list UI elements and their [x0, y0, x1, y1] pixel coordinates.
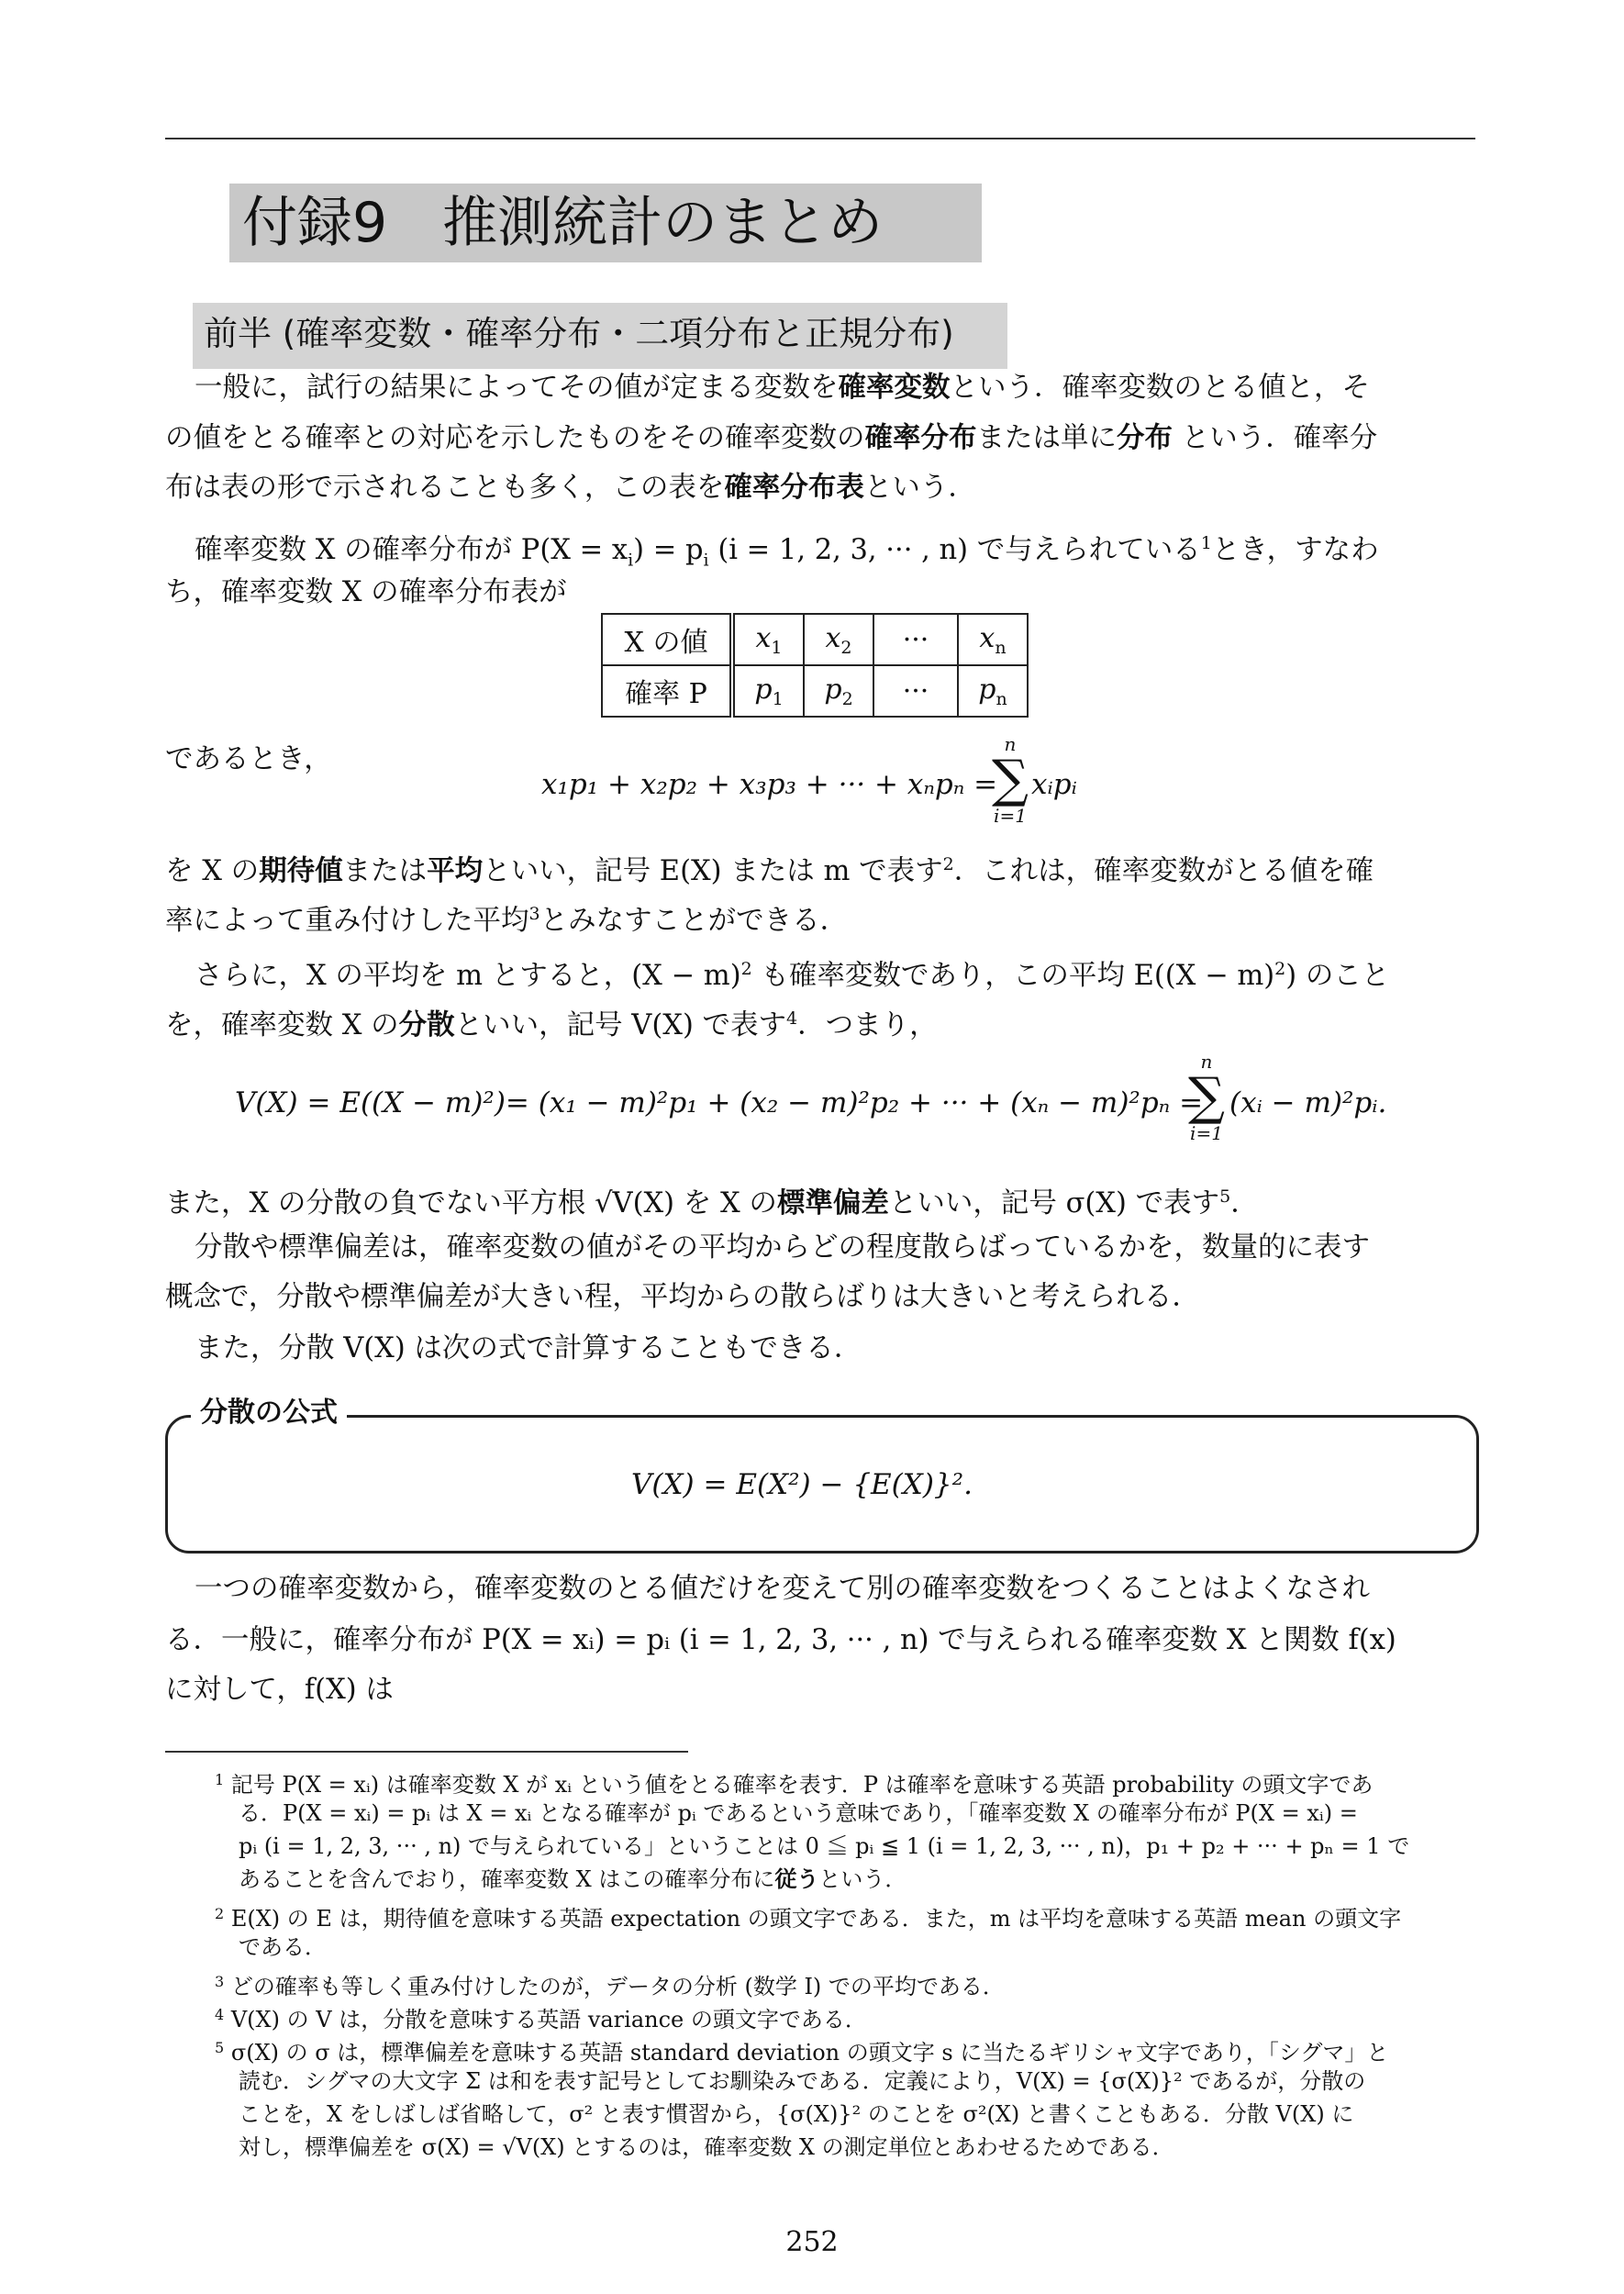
para7-line3: また，分散 V(X) は次の式で計算することもできる．	[195, 1332, 862, 1364]
para2-line2: ち，確率変数 X の確率分布表が	[165, 576, 567, 608]
para6-line1: また，X の分散の負でない平方根 √V(X) を X の標準偏差といい，記号 σ(X) で表す$^5$．	[165, 1186, 1259, 1220]
summation-symbol: n ∑ i=1	[1188, 1051, 1225, 1144]
footnote-rule	[165, 1751, 688, 1753]
footnote-5-line2: 読む．シグマの大文字 Σ は和を表す記号としてお馴染みである．定義により，V(X) = {σ(X)}² であるが，分散の	[239, 2068, 1366, 2094]
summation-symbol: n ∑ i=1	[992, 733, 1029, 827]
para7-line1: 分散や標準偏差は，確率変数の値がその平均からどの程度散らばっているかを，数量的に表す	[195, 1231, 1370, 1264]
header-rule	[165, 138, 1475, 139]
footnote-5-line3: ことを，X をしばしば省略して，σ² と表す慣習から，{σ(X)}² のことを σ²(X) と書くこともある．分散 V(X) に	[239, 2101, 1354, 2127]
variance-equation: V(X) = E((X − m)²)= (x₁ − m)²p₁ + (x₂ − m)²p₂ + ··· + (xₙ − m)²pₙ =	[235, 1086, 1204, 1119]
section-heading: 前半 (確率変数・確率分布・二項分布と正規分布)	[204, 314, 954, 353]
footnote-2-line2: である．	[239, 1934, 327, 1960]
footnote-5-line4: 対し，標準偏差を σ(X) = √V(X) とするのは，確率変数 X の測定単位とあわせるためである．	[239, 2134, 1174, 2160]
footnote-5-line1: $^5$ σ(X) の σ は，標準偏差を意味する英語 standard deviation の頭文字 s に当たるギリシャ文字であり，「シグマ」と	[215, 2039, 1389, 2066]
distribution-table	[601, 613, 1029, 718]
page-number: 252	[785, 2226, 839, 2258]
para8-line1: 一つの確率変数から，確率変数のとる値だけを変えて別の確率変数をつくることはよくなされ	[195, 1573, 1370, 1605]
para8-line2: る．一般に，確率分布が P(X = xᵢ) = pᵢ (i = 1, 2, 3, ··· , n) で与えられる確率変数 X と関数 f(x)	[165, 1624, 1396, 1656]
para2-line1: 確率変数 X の確率分布が $P(X = x_i) = p_i$ (i = 1, 2, 3, ··· , n) で与えられている$^1$とき，すなわ	[195, 533, 1379, 571]
table-row	[602, 665, 1028, 717]
table-cell: $p_n$	[958, 665, 1028, 717]
page-title: 付録9 推測統計のまとめ	[242, 191, 884, 255]
para3-lead: であるとき，	[165, 743, 332, 775]
footnote-1-line3: pᵢ (i = 1, 2, 3, ··· , n) で与えられている」ということは 0 ≦ pᵢ ≦ 1 (i = 1, 2, 3, ··· , n)，p₁ + p₂ + ··· + pₙ = 1 で	[239, 1833, 1410, 1859]
para1-line2: の値をとる確率との対応を示したものをその確率変数の確率分布または単に分布 という．確率分	[165, 422, 1378, 454]
table-cell: 確率 P	[602, 665, 732, 717]
footnote-1-line4: あることを含んでおり，確率変数 X はこの確率分布に従うという．	[239, 1866, 907, 1892]
para8-line3: に対して，f(X) は	[165, 1674, 394, 1706]
table-cell: $x_2$	[804, 614, 873, 665]
table-cell: $x_n$	[958, 614, 1028, 665]
footnote-3-line1: $^3$ どの確率も等しく重み付けしたのが，データの分析 (数学 I) での平均である．	[215, 1973, 1005, 1999]
variance-formula: V(X) = E(X²) − {E(X)}².	[631, 1468, 973, 1501]
footnote-1-line1: $^1$ 記号 P(X = xᵢ) は確率変数 X が xᵢ という値をとる確率を表す．P は確率を意味する英語 probability の頭文字であ	[215, 1771, 1374, 1798]
table-cell: $x_1$	[732, 614, 804, 665]
para4-line1: を X の期待値または平均といい，記号 E(X) または m で表す$^2$．これは，確率変数がとる値を確	[165, 854, 1374, 888]
footnote-1-line2: る．P(X = xᵢ) = pᵢ は X = xᵢ となる確率が pᵢ であるという意味であり，「確率変数 X の確率分布が P(X = xᵢ) =	[239, 1800, 1358, 1826]
footnote-4-line1: $^4$ V(X) の V は，分散を意味する英語 variance の頭文字である．	[215, 2006, 867, 2032]
para4-line2: 率によって重み付けした平均$^3$とみなすことができる．	[165, 904, 849, 938]
table-cell: ···	[873, 614, 958, 665]
expectation-equation: x₁p₁ + x₂p₂ + x₃p₃ + ··· + xₙpₙ =	[541, 768, 998, 801]
para5-line2: を，確率変数 X の分散といい，記号 V(X) で表す$^4$．つまり，	[165, 1008, 938, 1042]
para7-line2: 概念で，分散や標準偏差が大きい程，平均からの散らばりは大きいと考えられる．	[165, 1281, 1200, 1313]
table-cell: ···	[873, 665, 958, 717]
para1-line3: 布は表の形で示されることも多く，この表を確率分布表という．	[165, 472, 976, 504]
table-cell: $p_1$	[732, 665, 804, 717]
para5-line1: さらに，X の平均を m とすると，$(X - m)^2$ も確率変数であり，この平均 $E((X - m)^2)$ のこと	[195, 959, 1390, 993]
table-cell: $p_2$	[804, 665, 873, 717]
para1-line1: 一般に，試行の結果によってその値が定まる変数を確率変数という．確率変数のとる値と，そ	[195, 372, 1370, 404]
formula-box-label: 分散の公式	[191, 1395, 347, 1431]
expectation-sum-term: xᵢpᵢ	[1031, 768, 1077, 801]
variance-sum-term: (xᵢ − m)²pᵢ.	[1229, 1086, 1387, 1119]
footnote-2-line1: $^2$ E(X) の E は，期待値を意味する英語 expectation の頭文字である．また，m は平均を意味する英語 mean の頭文字	[215, 1905, 1402, 1932]
table-cell: X の値	[602, 614, 732, 665]
table-row	[602, 614, 1028, 665]
